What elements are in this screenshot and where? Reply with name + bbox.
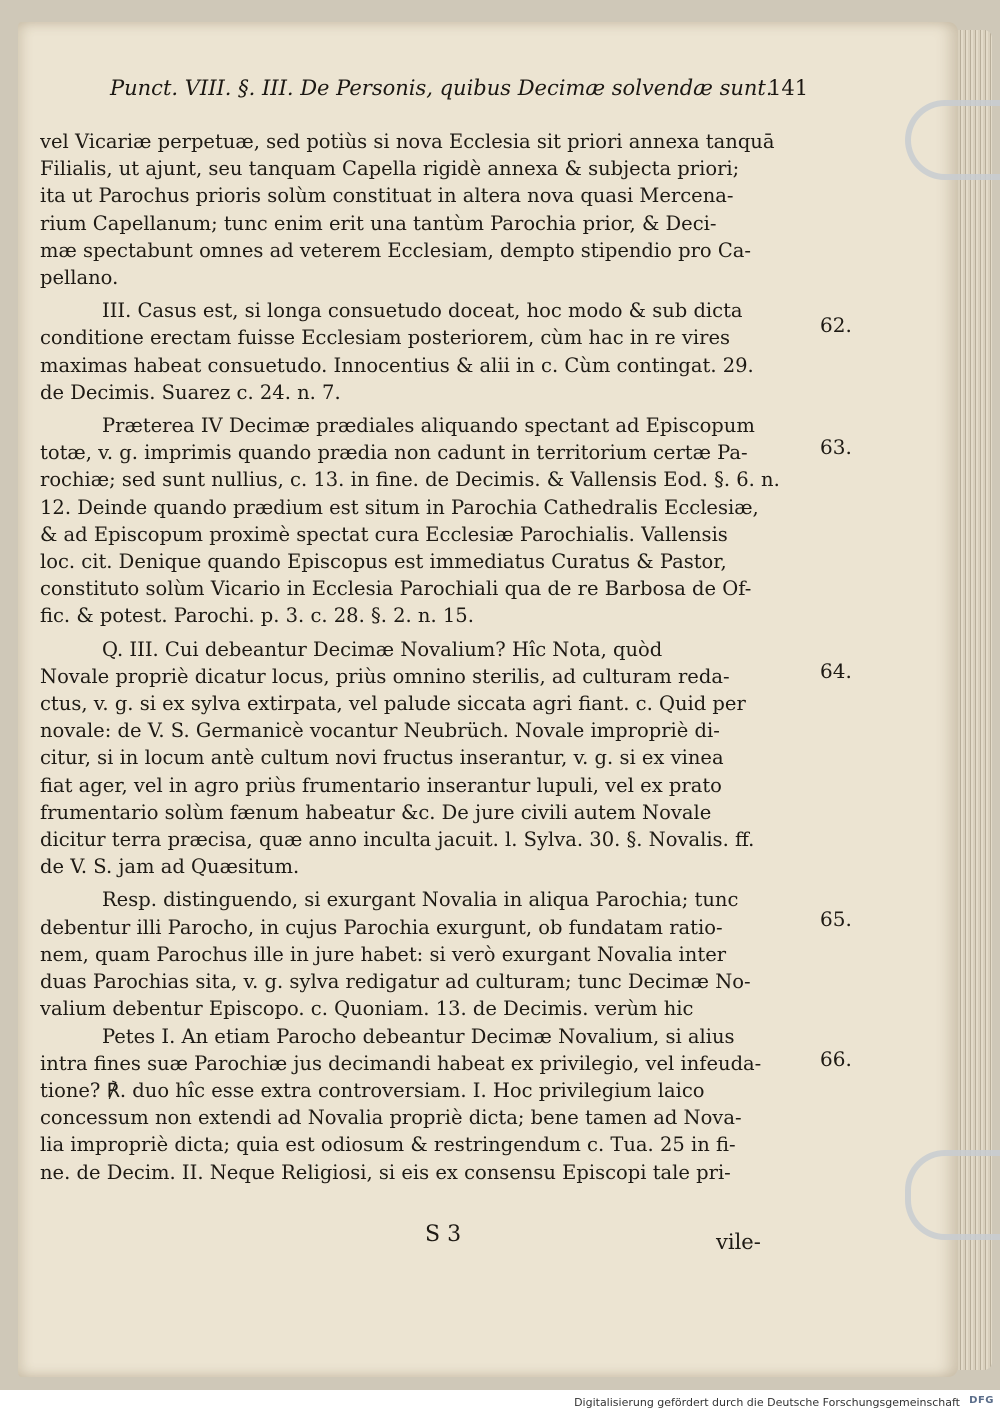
text-line: frumentario solùm fænum habeatur &c. De jure civili autem Novale: [40, 800, 712, 824]
text-line: ne. de Decim. II. Neque Religiosi, si eis ex consensu Episcopi tale pri-: [40, 1160, 731, 1184]
text-line: debentur illi Parocho, in cujus Parochia exurgunt, ob fundatam ratio-: [40, 915, 723, 939]
text-line: & ad Episcopum proximè spectat cura Ecclesiæ Parochialis. Vallensis: [40, 522, 728, 546]
text-line: Novale propriè dicatur locus, priùs omnino sterilis, ad culturam reda-: [40, 664, 730, 688]
text-line: tione? ℟. duo hîc esse extra controversiam. I. Hoc privilegium laico: [40, 1078, 705, 1102]
text-line: citur, si in locum antè cultum novi fructus inserantur, v. g. si ex vinea: [40, 746, 724, 770]
text-line: intra fines suæ Parochiæ jus decimandi habeat ex privilegio, vel infeuda-: [40, 1051, 762, 1075]
body-text: [40, 128, 852, 1186]
page-clip-bottom: [905, 1150, 1000, 1240]
text-line: valium debentur Episcopo. c. Quoniam. 13. de Decimis. verùm hic: [40, 997, 694, 1021]
text-line: Præterea IV Decimæ prædiales aliquando spectant ad Episcopum: [102, 414, 755, 438]
margin-number: 63.: [820, 435, 852, 459]
paragraph-4: [40, 636, 818, 881]
text-line: pellano.: [40, 266, 119, 290]
text-line: vel Vicariæ perpetuæ, sed potiùs si nova Ecclesia sit priori annexa tanquā: [40, 130, 775, 153]
text-line: rochiæ; sed sunt nullius, c. 13. in fine. de Decimis. & Vallensis Eod. §. 6. n.: [40, 468, 780, 492]
signature-mark: S 3: [425, 1222, 462, 1247]
text-line: nem, quam Parochus ille in jure habet: si verò exurgant Novalia inter: [40, 942, 727, 966]
text-line: constituto solùm Vicario in Ecclesia Parochiali qua de re Barbosa de Of-: [40, 577, 752, 601]
paragraph-5: [40, 886, 818, 1022]
credit-text: Digitalisierung gefördert durch die Deutsche Forschungsgemeinschaft: [574, 1396, 960, 1409]
text-line: ita ut Parochus prioris solùm constituat in altera nova quasi Mercena-: [40, 184, 734, 208]
text-line: novale: de V. S. Germanicè vocantur Neubrüch. Novale impropriè di-: [40, 719, 720, 743]
text-line: Resp. distinguendo, si exurgant Novalia in aliqua Parochia; tunc: [102, 888, 739, 912]
text-line: dicitur terra præcisa, quæ anno inculta jacuit. l. Sylva. 30. §. Novalis. ff.: [40, 828, 755, 852]
paragraph-2: [40, 297, 818, 406]
text-line: concessum non extendi ad Novalia propriè dicta; bene tamen ad Nova-: [40, 1106, 742, 1130]
text-line: fic. & potest. Parochi. p. 3. c. 28. §. 2. n. 15.: [40, 604, 474, 628]
running-title: Punct. VIII. §. III. De Personis, quibus Decimæ solvendæ sunt.: [110, 76, 773, 100]
text-line: Q. III. Cui debeantur Decimæ Novalium? Hîc Nota, quòd: [102, 637, 663, 661]
paragraph-6: [40, 1023, 818, 1186]
margin-number: 62.: [820, 313, 852, 337]
text-line: Filialis, ut ajunt, seu tanquam Capella rigidè annexa & subjecta priori;: [40, 157, 740, 181]
text-line: 12. Deinde quando prædium est situm in Parochia Cathedralis Ecclesiæ,: [40, 495, 759, 519]
text-line: conditione erectam fuisse Ecclesiam posteriorem, cùm hac in re vires: [40, 326, 731, 350]
text-line: lia impropriè dicta; quia est odiosum & restringendum c. Tua. 25 in fi-: [40, 1133, 736, 1157]
text-line: fiat ager, vel in agro priùs frumentario inserantur lupuli, vel ex prato: [40, 773, 722, 797]
text-line: duas Parochias sita, v. g. sylva redigatur ad culturam; tunc Decimæ No-: [40, 970, 751, 994]
page-clip-top: [905, 100, 1000, 180]
dfg-logo-icon: DFG: [969, 1395, 994, 1406]
text-line: de Decimis. Suarez c. 24. n. 7.: [40, 380, 341, 404]
margin-number: 65.: [820, 907, 852, 931]
credit-bar: [0, 1390, 1000, 1415]
text-line: ctus, v. g. si ex sylva extirpata, vel palude siccata agri fiant. c. Quid per: [40, 692, 746, 716]
text-line: maximas habeat consuetudo. Innocentius & alii in c. Cùm contingat. 29.: [40, 353, 754, 377]
margin-number: 64.: [820, 659, 852, 683]
margin-number: 66.: [820, 1047, 852, 1071]
text-line: III. Casus est, si longa consuetudo doceat, hoc modo & sub dicta: [102, 299, 743, 323]
text-line: de V. S. jam ad Quæsitum.: [40, 855, 300, 879]
text-line: loc. cit. Denique quando Episcopus est immediatus Curatus & Pastor,: [40, 550, 727, 574]
text-line: Petes I. An etiam Parocho debeantur Decimæ Novalium, si alius: [102, 1024, 735, 1048]
text-line: mæ spectabunt omnes ad veterem Ecclesiam, dempto stipendio pro Ca-: [40, 238, 751, 262]
paragraph-3: [40, 412, 818, 630]
text-line: totæ, v. g. imprimis quando prædia non cadunt in territorium certæ Pa-: [40, 441, 748, 465]
paragraph-1: [40, 128, 818, 291]
catchword: vile-: [716, 1230, 761, 1254]
page-number: 141: [768, 76, 809, 100]
text-line: rium Capellanum; tunc enim erit una tantùm Parochia prior, & Deci-: [40, 211, 717, 235]
